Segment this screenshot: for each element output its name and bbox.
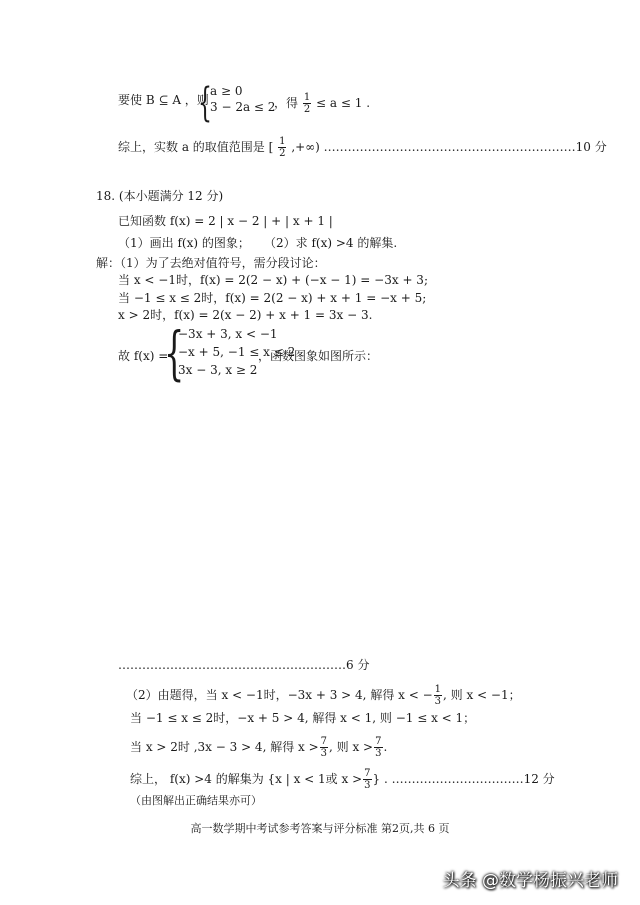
piece-row-1: −3x + 3, x < −1 <box>178 327 278 341</box>
fraction-num: 7 <box>320 736 328 747</box>
fraction-den: 2 <box>279 148 286 159</box>
fraction-num: 7 <box>375 736 382 747</box>
fraction-seven-thirds <box>363 768 371 791</box>
part2-note: （由图解出正确结果亦可） <box>130 794 262 807</box>
part2-line-1a: （2）由题得，当 x < −1时，−3x + 3 > 4, 解得 x < − <box>126 688 433 702</box>
score-6: …………………………………………………6 分 <box>118 658 370 672</box>
condition-suffix: ≤ a ≤ 1 . <box>316 96 371 110</box>
function-graph <box>116 400 406 650</box>
problem-task-2: （2）求 f(x) >4 的解集. <box>264 236 398 250</box>
problem-task-1: （1）画出 f(x) 的图象； <box>118 236 250 250</box>
page-footer: 高一数学期中考试参考答案与评分标准 第2页,共 6 页 <box>190 822 450 835</box>
part2-line-3b: , 则 x > <box>329 740 374 754</box>
part2-line-3a: 当 x > 2时 ,3x − 3 > 4, 解得 x > <box>130 740 319 754</box>
part2-line-2: 当 −1 ≤ x ≤ 2时，−x + 5 > 4, 解得 x < 1, 则 −1 ≤ x < 1； <box>130 711 476 725</box>
fraction-den: 3 <box>375 748 382 759</box>
part2-line-4b: } . ……………………………12 分 <box>372 772 555 786</box>
fraction-num: 1 <box>434 684 442 695</box>
part2-line-4 <box>130 768 555 791</box>
fraction-third <box>434 684 442 707</box>
solution-intro: 解：（1）为了去绝对值符号，需分段讨论： <box>96 256 326 270</box>
left-brace-icon: { <box>164 319 185 387</box>
fraction-num: 1 <box>279 136 286 147</box>
piecewise-prefix: 故 f(x) = <box>118 349 169 363</box>
fraction-den: 2 <box>303 104 311 115</box>
fraction-seven-thirds <box>320 736 328 759</box>
piece-row-2: −x + 5, −1 ≤ x ≤ 2 <box>178 345 296 359</box>
condition-line <box>118 92 209 108</box>
fraction-den: 3 <box>320 748 328 759</box>
fraction-num: 7 <box>364 768 371 779</box>
range-suffix: ,+∞) ………………………………………………………10 分 <box>291 140 607 154</box>
watermark: 头条 @数学杨振兴老师 <box>442 871 618 891</box>
condition-row-1: a ≥ 0 <box>210 84 243 98</box>
range-prefix: 综上，实数 a 的取值范围是 [ <box>118 140 274 154</box>
piece-row-3: 3x − 3, x ≥ 2 <box>178 363 258 377</box>
fraction-num: 1 <box>303 92 311 103</box>
condition-mid: ，得 <box>274 96 299 110</box>
part2-line-1 <box>126 684 521 707</box>
fraction-half <box>278 136 286 159</box>
condition-row-2: 3 − 2a ≤ 2 <box>210 100 276 114</box>
condition-prefix: 要使 B ⊆ A ，则 <box>118 93 209 107</box>
left-brace-icon: { <box>198 80 212 126</box>
fraction-seven-thirds <box>374 736 382 759</box>
condition-result <box>274 92 370 115</box>
range-conclusion <box>118 136 607 159</box>
case-3: x > 2时，f(x) = 2(x − 2) + x + 1 = 3x − 3. <box>118 308 373 322</box>
problem-given: 已知函数 f(x) = 2 | x − 2 | + | x + 1 | <box>118 214 333 228</box>
part2-line-3c: . <box>383 740 388 754</box>
fraction-den: 3 <box>434 696 442 707</box>
case-2: 当 −1 ≤ x ≤ 2时，f(x) = 2(2 − x) + x + 1 = −x + 5; <box>118 291 427 305</box>
case-1: 当 x < −1时，f(x) = 2(2 − x) + (−x − 1) = −3x + 3; <box>118 273 428 287</box>
part2-line-1b: , 则 x < −1； <box>443 688 521 702</box>
problem-heading: 18. (本小题满分 12 分) <box>96 189 224 203</box>
part2-line-4a: 综上， f(x) >4 的解集为 {x | x < 1或 x > <box>130 772 363 786</box>
fraction-half <box>303 92 311 115</box>
part2-line-3 <box>130 736 387 759</box>
piecewise-suffix: ，函数图象如图所示： <box>258 349 379 363</box>
fraction-den: 3 <box>364 780 371 791</box>
